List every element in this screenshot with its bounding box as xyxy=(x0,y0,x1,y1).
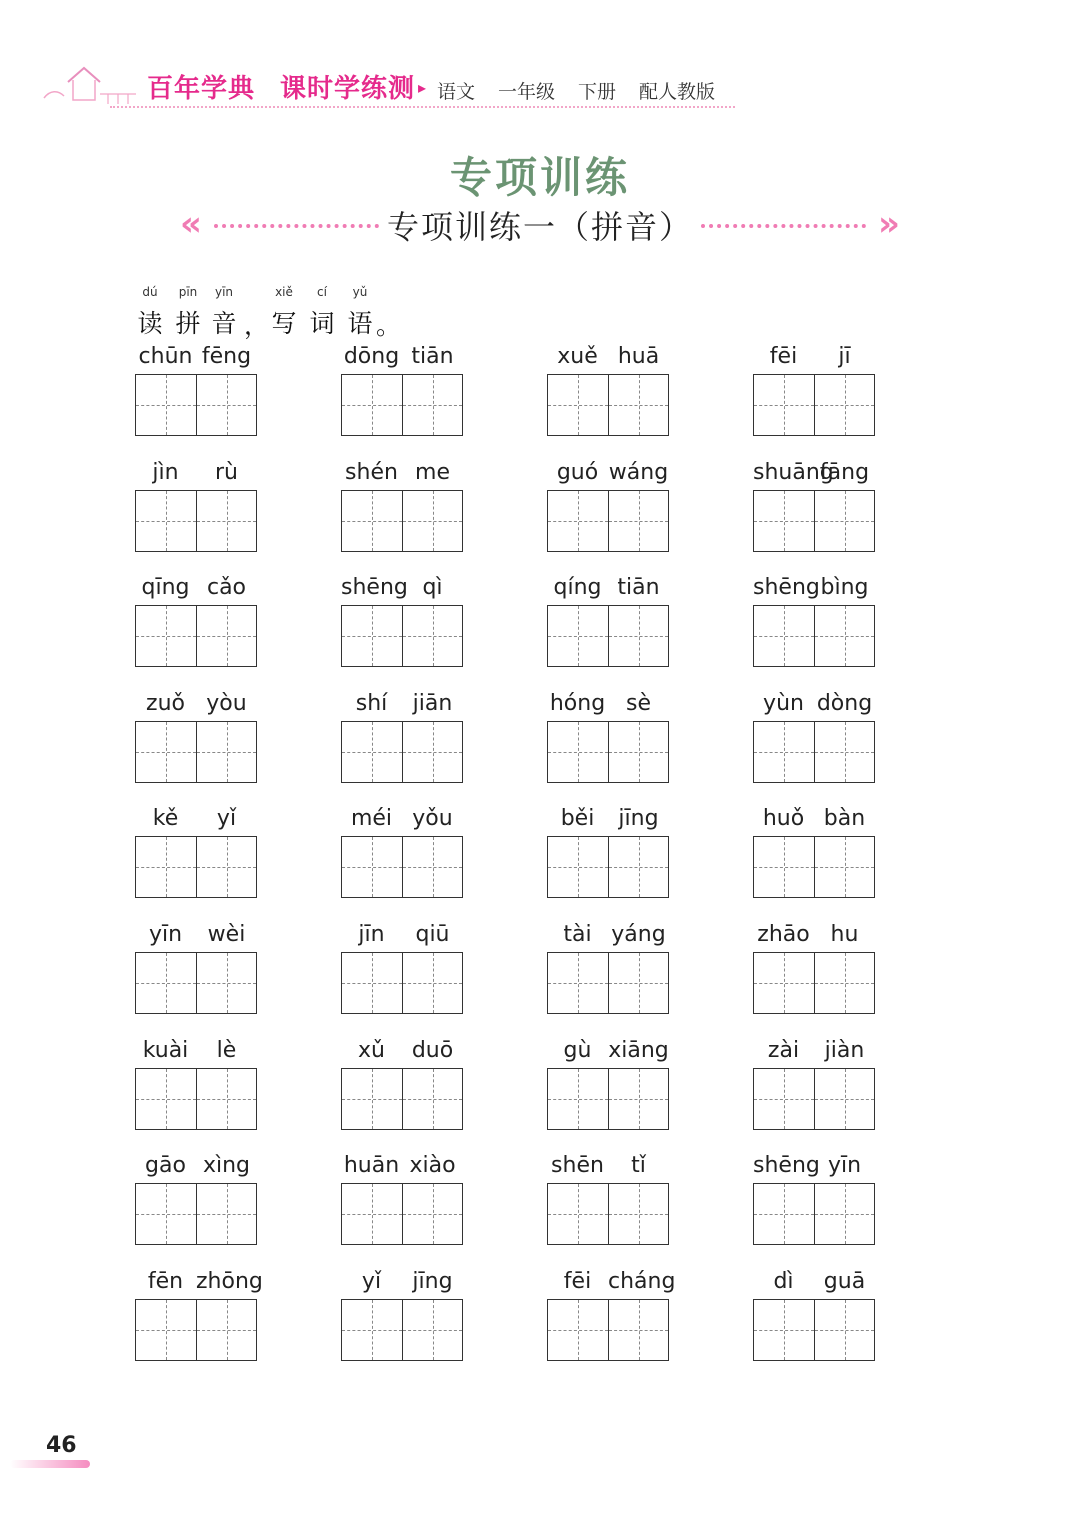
pinyin-syllable: zài xyxy=(767,1038,800,1063)
pinyin-syllable: dōng xyxy=(343,344,400,369)
pinyin-syllable: shuāng xyxy=(753,460,834,485)
writing-boxes xyxy=(135,1068,257,1130)
instruction-pinyin: yīn xyxy=(214,285,234,299)
pinyin-syllable: guā xyxy=(823,1269,866,1294)
tianzige-box[interactable] xyxy=(754,1300,814,1360)
tianzige-box[interactable] xyxy=(754,1184,814,1244)
writing-boxes xyxy=(547,1183,669,1245)
pinyin-item xyxy=(547,460,697,560)
tianzige-box[interactable] xyxy=(136,375,196,435)
tianzige-box[interactable] xyxy=(342,722,402,782)
pinyin-item xyxy=(547,691,697,791)
tianzige-box[interactable] xyxy=(548,953,608,1013)
page-number-bar xyxy=(10,1460,90,1468)
writing-boxes xyxy=(341,952,463,1014)
pinyin-item xyxy=(341,1269,491,1369)
tianzige-box[interactable] xyxy=(548,1300,608,1360)
pinyin-syllable: yīn xyxy=(148,922,183,947)
pinyin-syllable: yīn xyxy=(827,1153,862,1178)
pinyin-syllable: xǔ xyxy=(358,1038,385,1063)
tianzige-box[interactable] xyxy=(136,722,196,782)
writing-boxes xyxy=(341,490,463,552)
exercise-subtitle: 专项训练一（拼音） xyxy=(386,208,693,246)
double-chevron-right-icon: » xyxy=(878,204,900,244)
writing-boxes xyxy=(135,490,257,552)
writing-boxes xyxy=(753,605,875,667)
pinyin-syllable: jīng xyxy=(618,806,659,831)
pinyin-item xyxy=(753,575,903,675)
pinyin-syllable: yǐ xyxy=(216,806,237,831)
instruction-char xyxy=(306,284,338,340)
writing-boxes xyxy=(135,952,257,1014)
pinyin-item xyxy=(135,1153,285,1253)
tianzige-box[interactable] xyxy=(608,1300,669,1360)
pinyin-syllable: sè xyxy=(626,691,651,716)
writing-boxes xyxy=(753,721,875,783)
tianzige-box[interactable] xyxy=(196,375,257,435)
tianzige-box[interactable] xyxy=(608,953,669,1013)
writing-boxes xyxy=(547,374,669,436)
pinyin-syllable: jīn xyxy=(358,922,385,947)
writing-boxes xyxy=(547,1068,669,1130)
writing-boxes xyxy=(135,1183,257,1245)
writing-boxes xyxy=(341,374,463,436)
writing-boxes xyxy=(547,605,669,667)
tianzige-box[interactable] xyxy=(196,1184,257,1244)
pinyin-syllable: me xyxy=(415,460,450,485)
tianzige-box[interactable] xyxy=(814,837,875,897)
pinyin-item xyxy=(547,344,697,444)
pinyin-syllable: fēng xyxy=(201,344,252,369)
writing-boxes xyxy=(753,1068,875,1130)
pinyin-syllable: tiān xyxy=(617,575,660,600)
tianzige-box[interactable] xyxy=(136,837,196,897)
pinyin-item xyxy=(341,1038,491,1138)
pinyin-item xyxy=(135,1038,285,1138)
instruction-hanzi: 词 xyxy=(309,309,335,338)
tianzige-box[interactable] xyxy=(196,1300,257,1360)
writing-boxes xyxy=(547,721,669,783)
pinyin-syllable: shí xyxy=(355,691,388,716)
pinyin-syllable: fāng xyxy=(819,460,870,485)
pinyin-syllable: fēn xyxy=(147,1269,184,1294)
pinyin-syllable: tiān xyxy=(411,344,454,369)
instruction-comma: ， xyxy=(244,311,270,340)
writing-boxes xyxy=(753,490,875,552)
pinyin-syllable: chūn xyxy=(138,344,193,369)
pinyin-syllable: jiàn xyxy=(824,1038,865,1063)
instruction-hanzi: 语 xyxy=(347,309,373,338)
pinyin-item xyxy=(135,922,285,1022)
pinyin-syllable: xuě xyxy=(557,344,598,369)
instruction-hanzi: 音 xyxy=(211,309,237,338)
pinyin-syllable: yùn xyxy=(763,691,804,716)
instruction-char xyxy=(134,284,166,340)
tianzige-box[interactable] xyxy=(548,375,608,435)
pinyin-item xyxy=(753,806,903,906)
page-header xyxy=(40,58,740,118)
pinyin-item xyxy=(547,1269,697,1369)
tianzige-box[interactable] xyxy=(754,375,814,435)
pinyin-syllable: gāo xyxy=(145,1153,186,1178)
pinyin-syllable: zhōng xyxy=(196,1269,263,1294)
instruction-char xyxy=(208,284,240,340)
tianzige-box[interactable] xyxy=(402,1184,463,1244)
tianzige-box[interactable] xyxy=(754,606,814,666)
pinyin-syllable: shēng xyxy=(753,1153,820,1178)
pinyin-syllable: yǐ xyxy=(361,1269,382,1294)
writing-boxes xyxy=(753,836,875,898)
pinyin-item xyxy=(135,1269,285,1369)
instruction-hanzi: 读 xyxy=(137,309,163,338)
pinyin-syllable: kuài xyxy=(142,1038,189,1063)
pinyin-item xyxy=(341,1153,491,1253)
tianzige-box[interactable] xyxy=(342,837,402,897)
pinyin-syllable: jiān xyxy=(412,691,453,716)
tianzige-box[interactable] xyxy=(548,722,608,782)
pinyin-syllable: méi xyxy=(350,806,393,831)
tianzige-box[interactable] xyxy=(548,491,608,551)
pinyin-syllable: jìn xyxy=(152,460,179,485)
instruction-pinyin: yǔ xyxy=(352,285,368,299)
tianzige-box[interactable] xyxy=(754,1069,814,1129)
dotted-divider-left xyxy=(214,224,379,228)
tianzige-box[interactable] xyxy=(608,722,669,782)
pinyin-syllable: shēng xyxy=(341,575,408,600)
writing-boxes xyxy=(341,1299,463,1361)
pinyin-syllable: shēng xyxy=(753,575,820,600)
writing-boxes xyxy=(547,490,669,552)
pinyin-item xyxy=(753,1153,903,1253)
pinyin-syllable: zhāo xyxy=(757,922,810,947)
pinyin-syllable: wèi xyxy=(207,922,246,947)
pinyin-syllable: xìng xyxy=(202,1153,251,1178)
pinyin-syllable: tǐ xyxy=(631,1153,646,1178)
instruction-pinyin: cí xyxy=(317,285,327,299)
tianzige-box[interactable] xyxy=(402,722,463,782)
pinyin-syllable: dì xyxy=(773,1269,794,1294)
pinyin-item xyxy=(753,344,903,444)
pinyin-syllable: qíng xyxy=(553,575,602,600)
tianzige-box[interactable] xyxy=(608,606,669,666)
pinyin-syllable: wáng xyxy=(608,460,669,485)
pinyin-item xyxy=(341,922,491,1022)
tianzige-box[interactable] xyxy=(402,953,463,1013)
pinyin-syllable: qì xyxy=(422,575,443,600)
writing-boxes xyxy=(753,952,875,1014)
tianzige-box[interactable] xyxy=(814,1069,875,1129)
writing-boxes xyxy=(753,1299,875,1361)
pinyin-syllable: rù xyxy=(215,460,238,485)
instruction-char xyxy=(268,284,300,340)
pinyin-syllable: duō xyxy=(411,1038,454,1063)
writing-boxes xyxy=(547,836,669,898)
pinyin-syllable: yòu xyxy=(206,691,247,716)
tianzige-box[interactable] xyxy=(814,375,875,435)
subject-label: 语文 xyxy=(437,81,476,103)
tianzige-box[interactable] xyxy=(548,837,608,897)
pinyin-item xyxy=(341,575,491,675)
tianzige-box[interactable] xyxy=(342,1300,402,1360)
pinyin-syllable: bàn xyxy=(823,806,866,831)
pinyin-item xyxy=(135,575,285,675)
header-divider xyxy=(110,106,735,108)
tianzige-box[interactable] xyxy=(814,1300,875,1360)
instruction-char xyxy=(344,284,376,340)
tianzige-box[interactable] xyxy=(136,953,196,1013)
tianzige-box[interactable] xyxy=(814,953,875,1013)
brand-series: 百年学典 xyxy=(147,74,256,104)
tianzige-box[interactable] xyxy=(608,375,669,435)
instruction-hanzi: 拼 xyxy=(175,309,201,338)
tianzige-box[interactable] xyxy=(402,1300,463,1360)
pinyin-syllable: huǒ xyxy=(762,806,805,831)
pinyin-syllable: cháng xyxy=(608,1269,676,1294)
tianzige-box[interactable] xyxy=(608,1184,669,1244)
pinyin-syllable: jī xyxy=(838,344,851,369)
tianzige-box[interactable] xyxy=(608,1069,669,1129)
tianzige-box[interactable] xyxy=(342,1069,402,1129)
pinyin-item xyxy=(341,806,491,906)
writing-boxes xyxy=(753,1183,875,1245)
pinyin-syllable: yáng xyxy=(611,922,666,947)
arrow-right-icon: ▸ xyxy=(418,78,427,97)
pinyin-item xyxy=(135,806,285,906)
pinyin-item xyxy=(341,460,491,560)
pinyin-syllable: guó xyxy=(556,460,599,485)
brand-title: 课时学练测 xyxy=(280,74,416,104)
volume-label: 下册 xyxy=(578,81,617,103)
pinyin-item xyxy=(547,1153,697,1253)
tianzige-box[interactable] xyxy=(608,491,669,551)
writing-boxes xyxy=(135,836,257,898)
pinyin-syllable: hóng xyxy=(549,691,606,716)
pinyin-item xyxy=(753,691,903,791)
tianzige-box[interactable] xyxy=(342,1184,402,1244)
writing-boxes xyxy=(341,1068,463,1130)
pinyin-item xyxy=(753,460,903,560)
instruction-pinyin: xiě xyxy=(275,285,293,299)
instruction-pinyin: dú xyxy=(142,285,158,299)
pinyin-item xyxy=(753,1038,903,1138)
pinyin-syllable: qīng xyxy=(141,575,190,600)
edition-label: 配人教版 xyxy=(639,81,716,103)
instruction-pinyin: pīn xyxy=(178,285,198,299)
instruction-period: 。 xyxy=(376,311,402,340)
pinyin-syllable: gù xyxy=(563,1038,592,1063)
pinyin-item xyxy=(341,691,491,791)
pinyin-item xyxy=(135,460,285,560)
writing-boxes xyxy=(135,374,257,436)
tianzige-box[interactable] xyxy=(342,375,402,435)
pinyin-syllable: běi xyxy=(560,806,595,831)
pinyin-syllable: huān xyxy=(343,1153,400,1178)
writing-boxes xyxy=(341,836,463,898)
tianzige-box[interactable] xyxy=(196,953,257,1013)
pinyin-syllable: dòng xyxy=(816,691,873,716)
tianzige-box[interactable] xyxy=(814,491,875,551)
writing-boxes xyxy=(547,952,669,1014)
tianzige-box[interactable] xyxy=(196,837,257,897)
writing-boxes xyxy=(135,1299,257,1361)
tianzige-box[interactable] xyxy=(342,491,402,551)
pinyin-item xyxy=(547,575,697,675)
tianzige-box[interactable] xyxy=(136,606,196,666)
tianzige-box[interactable] xyxy=(402,837,463,897)
pinyin-syllable: shén xyxy=(345,460,398,485)
pinyin-item xyxy=(135,691,285,791)
pinyin-syllable: yǒu xyxy=(412,806,453,831)
pinyin-syllable: tài xyxy=(563,922,592,947)
tianzige-box[interactable] xyxy=(136,1300,196,1360)
tianzige-box[interactable] xyxy=(342,953,402,1013)
writing-boxes xyxy=(547,1299,669,1361)
instruction-char xyxy=(172,284,204,340)
pinyin-syllable: jīng xyxy=(412,1269,453,1294)
pinyin-item xyxy=(753,1269,903,1369)
pinyin-syllable: fēi xyxy=(563,1269,592,1294)
pinyin-item xyxy=(753,922,903,1022)
dotted-divider-right xyxy=(701,224,866,228)
tianzige-box[interactable] xyxy=(754,953,814,1013)
tianzige-box[interactable] xyxy=(402,1069,463,1129)
tianzige-box[interactable] xyxy=(754,837,814,897)
tianzige-box[interactable] xyxy=(608,837,669,897)
tianzige-box[interactable] xyxy=(814,722,875,782)
pinyin-syllable: xiào xyxy=(409,1153,456,1178)
double-chevron-left-icon: « xyxy=(180,204,202,244)
writing-boxes xyxy=(135,605,257,667)
tianzige-box[interactable] xyxy=(814,1184,875,1244)
tianzige-box[interactable] xyxy=(814,606,875,666)
pinyin-item xyxy=(341,344,491,444)
tianzige-box[interactable] xyxy=(754,491,814,551)
pinyin-syllable: bìng xyxy=(820,575,869,600)
tianzige-box[interactable] xyxy=(402,491,463,551)
pinyin-item xyxy=(135,344,285,444)
tianzige-box[interactable] xyxy=(196,491,257,551)
pinyin-item xyxy=(547,806,697,906)
writing-boxes xyxy=(341,1183,463,1245)
tianzige-box[interactable] xyxy=(548,1184,608,1244)
writing-boxes xyxy=(753,374,875,436)
pinyin-syllable: cǎo xyxy=(206,575,247,600)
tianzige-box[interactable] xyxy=(136,491,196,551)
tianzige-box[interactable] xyxy=(196,606,257,666)
instruction-hanzi: 写 xyxy=(271,309,297,338)
pinyin-syllable: huā xyxy=(617,344,660,369)
tianzige-box[interactable] xyxy=(754,722,814,782)
section-title: 专项训练 xyxy=(449,153,630,202)
pinyin-item xyxy=(547,1038,697,1138)
tianzige-box[interactable] xyxy=(196,1069,257,1129)
subtitle-banner xyxy=(180,200,900,250)
writing-boxes xyxy=(341,605,463,667)
writing-boxes xyxy=(341,721,463,783)
tianzige-box[interactable] xyxy=(402,375,463,435)
pinyin-syllable: hu xyxy=(830,922,859,947)
tianzige-box[interactable] xyxy=(342,606,402,666)
writing-boxes xyxy=(135,721,257,783)
tianzige-box[interactable] xyxy=(548,606,608,666)
pinyin-syllable: fēi xyxy=(769,344,798,369)
tianzige-box[interactable] xyxy=(548,1069,608,1129)
pinyin-syllable: lè xyxy=(216,1038,237,1063)
pinyin-item xyxy=(547,922,697,1022)
tianzige-box[interactable] xyxy=(136,1184,196,1244)
tianzige-box[interactable] xyxy=(196,722,257,782)
grade-label: 一年级 xyxy=(498,81,556,103)
tianzige-box[interactable] xyxy=(136,1069,196,1129)
tianzige-box[interactable] xyxy=(402,606,463,666)
pinyin-syllable: zuǒ xyxy=(146,691,185,716)
house-logo-icon xyxy=(40,60,140,110)
page-number: 46 xyxy=(46,1433,77,1458)
pinyin-syllable: kě xyxy=(152,806,179,831)
pinyin-syllable: qiū xyxy=(415,922,450,947)
pinyin-syllable: xiāng xyxy=(608,1038,669,1063)
pinyin-syllable: shēn xyxy=(551,1153,604,1178)
